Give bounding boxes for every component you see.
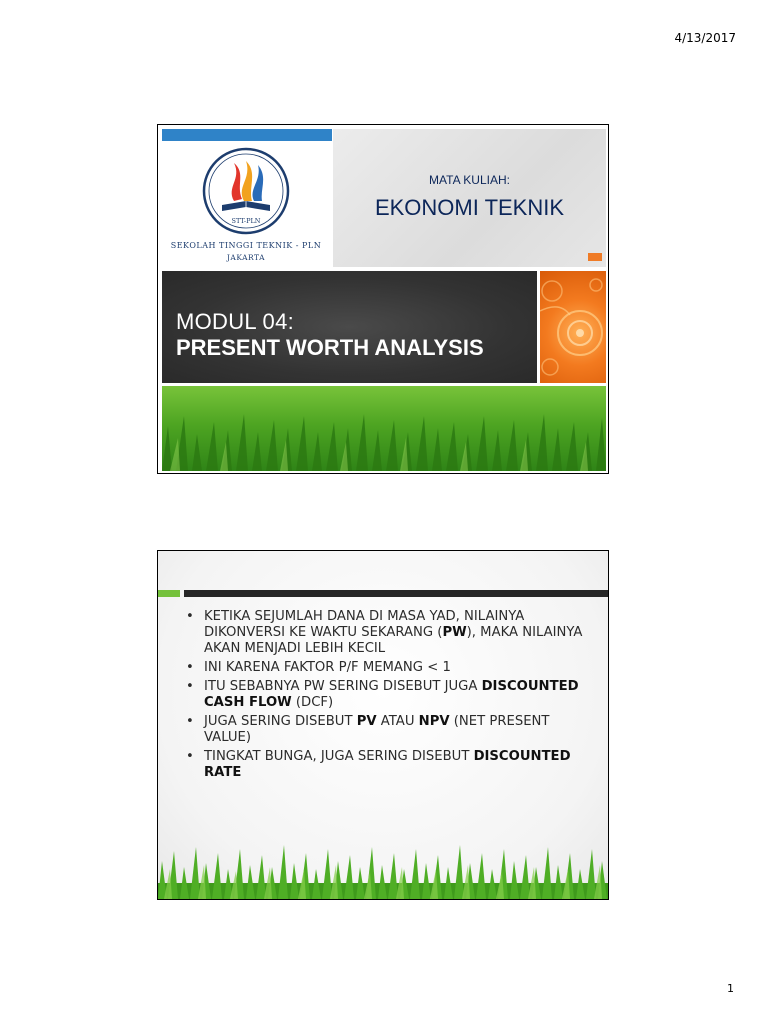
- page-number: 1: [727, 982, 734, 995]
- list-item: • JUGA SERING DISEBUT PV ATAU NPV (NET PRESENT VALUE): [186, 714, 550, 745]
- module-number: MODUL 04:: [176, 309, 295, 334]
- grass-band: [162, 386, 606, 471]
- module-band: [162, 271, 537, 383]
- list-item: • KETIKA SEJUMLAH DANA DI MASA YAD, NILAINYA DIKONVERSI KE WAKTU SEKARANG (PW), MAKA NILAINYA AKAN MENJADI LEBIH KECIL: [186, 609, 583, 656]
- green-accent-tab: [158, 590, 180, 597]
- grass-footer: [158, 839, 609, 899]
- bullet-icon: •: [186, 749, 194, 764]
- module-title: PRESENT WORTH ANALYSIS: [176, 335, 484, 360]
- orange-marker: [588, 253, 602, 261]
- course-panel: [333, 129, 606, 267]
- emblem-text: STT-PLN: [231, 217, 261, 225]
- orange-decor-panel: [540, 271, 606, 383]
- course-name: EKONOMI TEKNIK: [374, 195, 565, 220]
- print-date: 4/13/2017: [674, 31, 736, 45]
- logo-school-name: SEKOLAH TINGGI TEKNIK - PLN: [170, 241, 322, 250]
- bullet-icon: •: [186, 609, 194, 624]
- logo-city: JAKARTA: [226, 253, 266, 262]
- bullet-icon: •: [186, 714, 194, 729]
- stt-pln-emblem: [162, 143, 330, 241]
- course-label: MATA KULIAH:: [429, 173, 510, 187]
- title-slide: [157, 124, 609, 474]
- list-item: • INI KARENA FAKTOR P/F MEMANG < 1: [186, 660, 451, 675]
- list-item: • TINGKAT BUNGA, JUGA SERING DISEBUT DISCOUNTED RATE: [186, 749, 571, 780]
- content-slide: [157, 550, 609, 900]
- accent-bar: [162, 129, 332, 141]
- bullet-icon: •: [186, 679, 194, 694]
- bullet-icon: •: [186, 660, 194, 675]
- header-rule: [184, 590, 609, 597]
- bullet-list: [186, 609, 596, 784]
- stt-pln-logo: [162, 143, 330, 263]
- list-item: • ITU SEBABNYA PW SERING DISEBUT JUGA DISCOUNTED CASH FLOW (DCF): [186, 679, 579, 710]
